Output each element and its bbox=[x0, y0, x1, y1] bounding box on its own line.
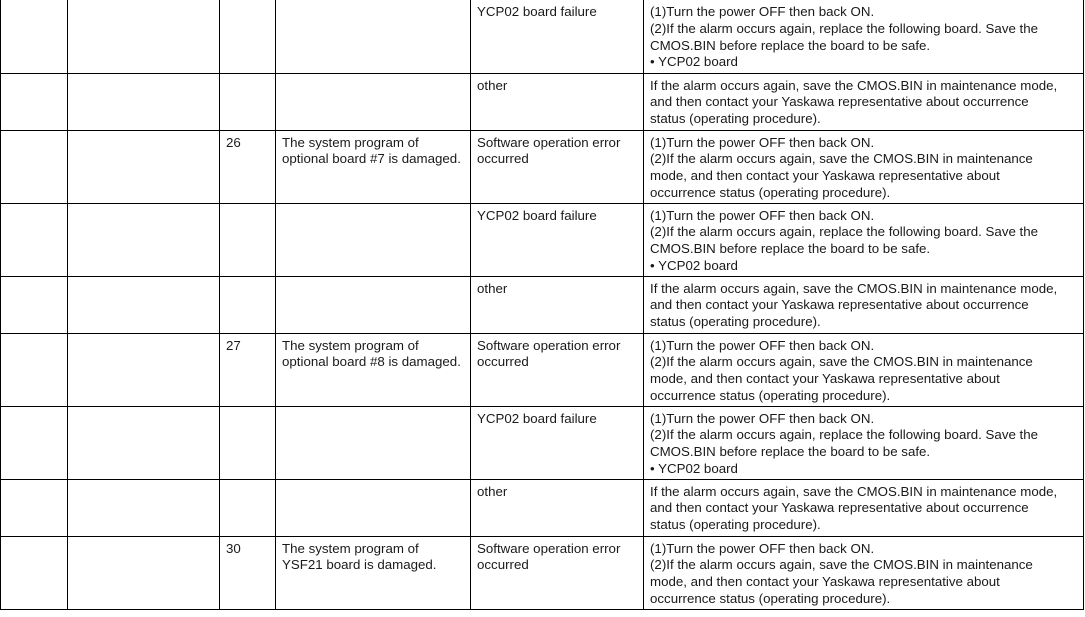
cause-cell bbox=[471, 333, 644, 406]
remedy-line: (1)Turn the power OFF then back ON. bbox=[650, 134, 875, 150]
cause-cell bbox=[471, 0, 644, 73]
cause-line: YCP02 board failure bbox=[477, 4, 597, 19]
cause-line: occurred bbox=[477, 151, 529, 167]
remedy-line: (2)If the alarm occurs again, replace the following board. Save the bbox=[650, 427, 1039, 443]
cause-line: occurred bbox=[477, 557, 529, 573]
alarm-name-cell bbox=[68, 276, 220, 333]
alarm-code-cell bbox=[1, 0, 68, 73]
remedy-line: status (operating procedure). bbox=[650, 111, 821, 127]
remedy-cell bbox=[644, 130, 1084, 203]
remedy-line: and then contact your Yaskawa representative about occurrence bbox=[650, 94, 1029, 110]
sub-code-cell bbox=[220, 73, 276, 130]
sub-code-cell bbox=[220, 406, 276, 479]
cause-line: Software operation error bbox=[477, 337, 621, 353]
alarm-name-cell bbox=[68, 0, 220, 73]
description-cell bbox=[276, 479, 471, 536]
alarm-code-cell bbox=[1, 406, 68, 479]
cause-cell bbox=[471, 406, 644, 479]
cause-line: Software operation error bbox=[477, 540, 621, 556]
description-line: optional board #8 is damaged. bbox=[282, 354, 461, 370]
remedy-line: occurrence status (operating procedure). bbox=[650, 387, 891, 403]
remedy-line: If the alarm occurs again, save the CMOS.BIN in maintenance mode, bbox=[650, 280, 1058, 296]
alarm-name-cell bbox=[68, 203, 220, 276]
remedy-line: • YCP02 board bbox=[650, 257, 738, 273]
remedy-line: CMOS.BIN before replace the board to be safe. bbox=[650, 241, 931, 257]
description-cell bbox=[276, 536, 471, 609]
remedy-line: (1)Turn the power OFF then back ON. bbox=[650, 4, 875, 19]
description-line: The system program of bbox=[282, 337, 419, 353]
table-row bbox=[1, 536, 1084, 609]
description-cell bbox=[276, 276, 471, 333]
remedy-line: occurrence status (operating procedure). bbox=[650, 184, 891, 200]
table-row bbox=[1, 130, 1084, 203]
table-row bbox=[1, 73, 1084, 130]
remedy-line: (1)Turn the power OFF then back ON. bbox=[650, 410, 875, 426]
cause-line: Software operation error bbox=[477, 134, 621, 150]
remedy-line: and then contact your Yaskawa representative about occurrence bbox=[650, 500, 1029, 516]
table-row bbox=[1, 0, 1084, 73]
remedy-line: (2)If the alarm occurs again, replace the following board. Save the bbox=[650, 224, 1039, 240]
description-line: The system program of bbox=[282, 134, 419, 150]
table-row bbox=[1, 203, 1084, 276]
remedy-cell bbox=[644, 0, 1084, 73]
cause-line: YCP02 board failure bbox=[477, 207, 597, 223]
description-line: The system program of bbox=[282, 540, 419, 556]
alarm-name-cell bbox=[68, 536, 220, 609]
cause-cell bbox=[471, 276, 644, 333]
sub-code: 27 bbox=[226, 337, 241, 353]
cause-cell bbox=[471, 73, 644, 130]
remedy-line: (1)Turn the power OFF then back ON. bbox=[650, 207, 875, 223]
alarm-code-cell bbox=[1, 276, 68, 333]
cause-line: occurred bbox=[477, 354, 529, 370]
sub-code-cell bbox=[220, 203, 276, 276]
table-row bbox=[1, 406, 1084, 479]
remedy-line: status (operating procedure). bbox=[650, 314, 821, 330]
remedy-line: mode, and then contact your Yaskawa representative about bbox=[650, 371, 1000, 387]
remedy-line: status (operating procedure). bbox=[650, 517, 821, 533]
cause-cell bbox=[471, 130, 644, 203]
alarm-code-cell bbox=[1, 73, 68, 130]
sub-code: 30 bbox=[226, 540, 241, 556]
alarm-name-cell bbox=[68, 130, 220, 203]
table-row bbox=[1, 333, 1084, 406]
remedy-cell bbox=[644, 536, 1084, 609]
remedy-cell bbox=[644, 479, 1084, 536]
alarm-code-cell bbox=[1, 130, 68, 203]
sub-code-cell bbox=[220, 0, 276, 73]
alarm-code-cell bbox=[1, 479, 68, 536]
description-cell bbox=[276, 0, 471, 73]
remedy-cell bbox=[644, 203, 1084, 276]
alarm-name-cell bbox=[68, 479, 220, 536]
cause-cell bbox=[471, 203, 644, 276]
cause-line: YCP02 board failure bbox=[477, 410, 597, 426]
remedy-line: mode, and then contact your Yaskawa representative about bbox=[650, 168, 1000, 184]
remedy-line: CMOS.BIN before replace the board to be safe. bbox=[650, 37, 931, 53]
remedy-line: (2)If the alarm occurs again, save the CMOS.BIN in maintenance bbox=[650, 354, 1033, 370]
remedy-line: • YCP02 board bbox=[650, 54, 738, 70]
description-cell bbox=[276, 73, 471, 130]
cause-cell bbox=[471, 479, 644, 536]
sub-code-cell bbox=[220, 333, 276, 406]
alarm-code-cell bbox=[1, 333, 68, 406]
remedy-line: If the alarm occurs again, save the CMOS.BIN in maintenance mode, bbox=[650, 77, 1058, 93]
table-row bbox=[1, 479, 1084, 536]
sub-code-cell bbox=[220, 479, 276, 536]
remedy-line: (1)Turn the power OFF then back ON. bbox=[650, 337, 875, 353]
remedy-line: CMOS.BIN before replace the board to be safe. bbox=[650, 444, 931, 460]
alarm-code-cell bbox=[1, 536, 68, 609]
remedy-line: • YCP02 board bbox=[650, 460, 738, 476]
sub-code: 26 bbox=[226, 134, 241, 150]
description-line: optional board #7 is damaged. bbox=[282, 151, 461, 167]
description-cell bbox=[276, 333, 471, 406]
remedy-line: (2)If the alarm occurs again, replace the following board. Save the bbox=[650, 20, 1039, 36]
cause-cell bbox=[471, 536, 644, 609]
alarm-name-cell bbox=[68, 73, 220, 130]
description-cell bbox=[276, 406, 471, 479]
sub-code-cell bbox=[220, 130, 276, 203]
cause-line: other bbox=[477, 280, 508, 296]
remedy-line: (2)If the alarm occurs again, save the CMOS.BIN in maintenance bbox=[650, 151, 1033, 167]
remedy-line: If the alarm occurs again, save the CMOS.BIN in maintenance mode, bbox=[650, 483, 1058, 499]
description-cell bbox=[276, 130, 471, 203]
remedy-line: mode, and then contact your Yaskawa representative about bbox=[650, 574, 1000, 590]
table-row bbox=[1, 276, 1084, 333]
remedy-cell bbox=[644, 406, 1084, 479]
remedy-cell bbox=[644, 276, 1084, 333]
remedy-cell bbox=[644, 73, 1084, 130]
alarm-code-cell bbox=[1, 203, 68, 276]
remedy-line: (2)If the alarm occurs again, save the CMOS.BIN in maintenance bbox=[650, 557, 1033, 573]
alarm-table-body bbox=[1, 0, 1084, 609]
remedy-line: (1)Turn the power OFF then back ON. bbox=[650, 540, 875, 556]
remedy-line: and then contact your Yaskawa representative about occurrence bbox=[650, 297, 1029, 313]
sub-code-cell bbox=[220, 276, 276, 333]
alarm-name-cell bbox=[68, 406, 220, 479]
remedy-line: occurrence status (operating procedure). bbox=[650, 590, 891, 606]
alarm-name-cell bbox=[68, 333, 220, 406]
description-line: YSF21 board is damaged. bbox=[282, 557, 437, 573]
description-cell bbox=[276, 203, 471, 276]
remedy-cell bbox=[644, 333, 1084, 406]
sub-code-cell bbox=[220, 536, 276, 609]
cause-line: other bbox=[477, 77, 508, 93]
cause-line: other bbox=[477, 483, 508, 499]
